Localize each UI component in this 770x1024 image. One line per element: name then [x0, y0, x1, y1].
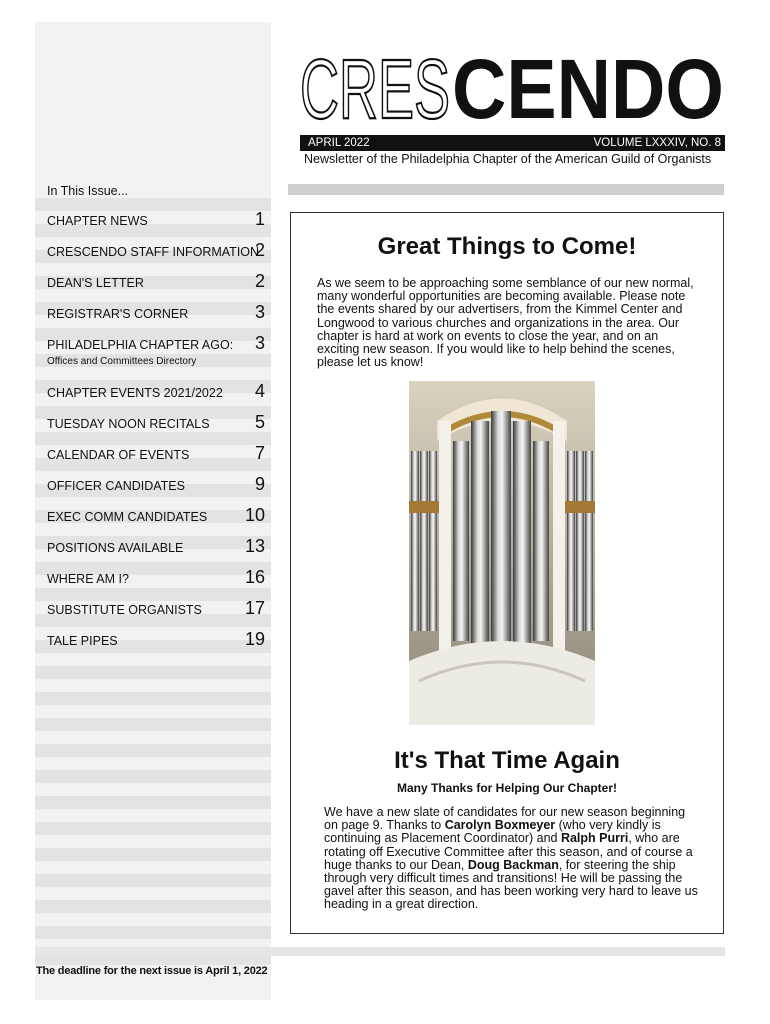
body-text: , who are rotating off Executive Committee after this season, and of course a huge thanks to our Dean,: [324, 831, 693, 872]
crescendo-logo: [300, 52, 725, 130]
toc-item[interactable]: [47, 436, 269, 462]
toc-item-page: 5: [254, 412, 265, 432]
issue-date: APRIL 2022: [308, 137, 370, 149]
divider-bar: [288, 184, 724, 195]
toc-item[interactable]: [47, 295, 269, 321]
toc-item-page: 2: [254, 271, 265, 291]
body-text: , for steering the ship through very difficult times and transitions! He will be passing the gavel after this season, and has been working very hard to leave us heading in a great direction.: [324, 857, 698, 912]
toc-item-label: CHAPTER EVENTS 2021/2022: [47, 386, 223, 400]
deadline-note: The deadline for the next issue is April 1, 2022: [36, 965, 268, 977]
toc-item-page: 3: [254, 302, 265, 322]
logo-text-outline: CRES: [300, 52, 450, 130]
toc-item[interactable]: [47, 264, 269, 290]
toc-item-label: OFFICER CANDIDATES: [47, 479, 185, 493]
sidebar-stripe: [35, 900, 271, 913]
sidebar-stripe: [35, 874, 271, 887]
main-content-box: [290, 212, 724, 934]
body-text: (who very kindly is continuing as Placement Coordinator) and: [324, 818, 661, 846]
sidebar-stripe: [35, 848, 271, 861]
toc-item-label: EXEC COMM CANDIDATES: [47, 510, 208, 524]
bottom-divider: [35, 947, 725, 956]
toc-item-label: WHERE AM I?: [47, 572, 129, 586]
name-carolyn-boxmeyer: Carolyn Boxmeyer: [444, 818, 556, 833]
toc-heading: In This Issue...: [47, 184, 129, 198]
toc-item-page: 9: [254, 474, 265, 494]
toc-item-page: 7: [254, 443, 265, 463]
toc-item[interactable]: [47, 202, 269, 228]
toc-item-page: 19: [244, 629, 265, 649]
volume-bar: [300, 135, 725, 151]
toc-item-label: REGISTRAR'S CORNER: [47, 307, 189, 321]
sidebar-stripe: [35, 770, 271, 783]
toc-item-label: TALE PIPES: [47, 634, 118, 648]
newsletter-tagline: Newsletter of the Philadelphia Chapter of the American Guild of Organists: [304, 152, 712, 166]
sidebar-stripe: [35, 744, 271, 757]
toc-item[interactable]: [47, 529, 269, 555]
sidebar-stripe: [35, 926, 271, 939]
toc-item-page: 3: [254, 333, 265, 353]
article-title-great-things: Great Things to Come!: [377, 233, 637, 260]
logo-text-bold: CENDO: [452, 52, 724, 130]
toc-item[interactable]: [47, 591, 269, 617]
toc-item-label: CRESCENDO STAFF INFORMATION: [47, 245, 260, 259]
toc-item-label: POSITIONS AVAILABLE: [47, 541, 184, 555]
article-body-great-things: As we seem to be approaching some semblance of our new normal, many wonderful opportunities are becoming available. Please note the events shared by our advertisers, from the Kimmel Center and Longwood to various churches and organizations in the area. Our chapter is hard at work on events to close the year, and on an exciting new season. If you would like to help behind the scenes, please let us know!: [317, 276, 694, 370]
article-subtitle-thanks: Many Thanks for Helping Our Chapter!: [396, 781, 618, 795]
toc-item-page: 2: [254, 240, 265, 260]
article-title-time-again: It's That Time Again: [394, 747, 620, 774]
sidebar-stripe: [35, 796, 271, 809]
toc-item-page: 13: [244, 536, 265, 556]
toc-item[interactable]: [47, 374, 269, 400]
toc-item-label: SUBSTITUTE ORGANISTS: [47, 603, 202, 617]
body-text: We have a new slate of candidates for our new season beginning on page 9. Thanks to: [324, 805, 686, 833]
toc-item[interactable]: [47, 498, 269, 524]
name-doug-backman: Doug Backman: [467, 857, 559, 872]
toc-item-page: 17: [244, 598, 265, 618]
sidebar-stripe: [35, 692, 271, 705]
sidebar-stripe: [35, 666, 271, 679]
toc-item-label: DEAN'S LETTER: [47, 276, 144, 290]
name-ralph-purri: Ralph Purri: [560, 831, 629, 846]
toc-item[interactable]: [47, 622, 269, 648]
toc-item[interactable]: [47, 467, 269, 493]
toc-item-label: CALENDAR OF EVENTS: [47, 448, 190, 462]
toc-item-label: CHAPTER NEWS: [47, 214, 148, 228]
toc-item-label: TUESDAY NOON RECITALS: [47, 417, 210, 431]
organ-pipes-image: [409, 381, 595, 725]
article-body-time-again: [324, 806, 700, 912]
toc-item-page: 10: [244, 505, 265, 525]
sidebar-stripe: [35, 718, 271, 731]
volume-number: VOLUME LXXXIV, NO. 8: [593, 137, 721, 149]
toc-item[interactable]: [47, 560, 269, 586]
toc-item-page: 1: [254, 209, 265, 229]
toc-item[interactable]: [47, 326, 269, 352]
toc-subtitle: Offices and Committees Directory: [47, 356, 197, 367]
toc-item-page: 4: [254, 381, 265, 401]
sidebar-stripe: [35, 822, 271, 835]
toc-item[interactable]: [47, 233, 269, 259]
toc-item-label: PHILADELPHIA CHAPTER AGO:: [47, 338, 234, 352]
toc-item[interactable]: [47, 405, 269, 431]
toc-item-page: 16: [244, 567, 265, 587]
